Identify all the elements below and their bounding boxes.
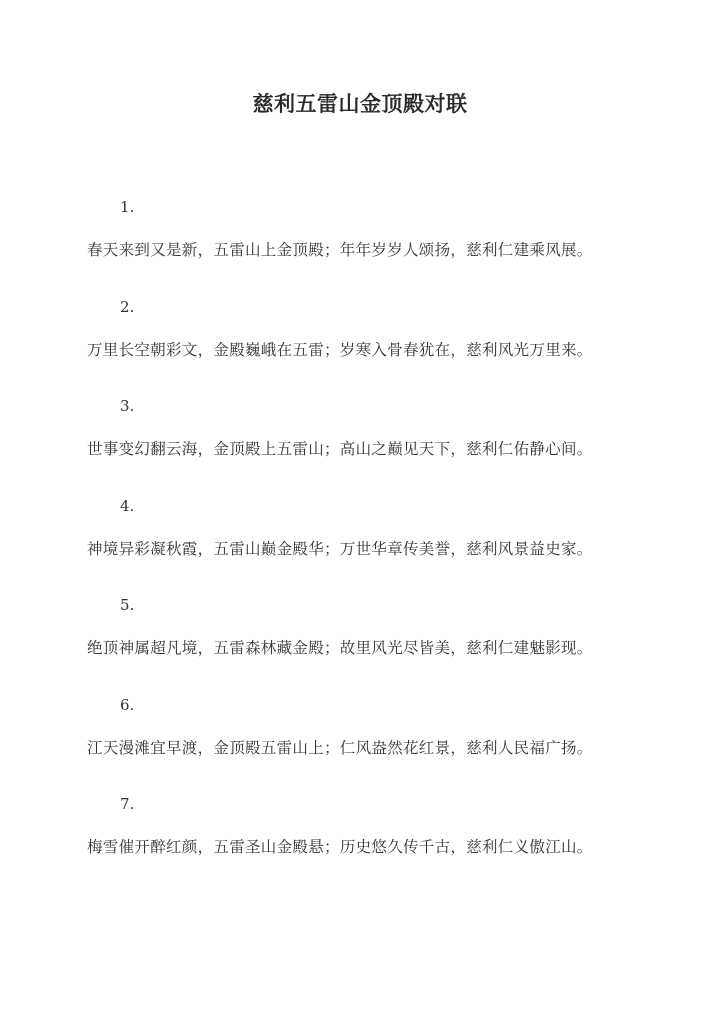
entry-number: 4.	[120, 496, 135, 515]
entry-number: 1.	[120, 198, 135, 216]
list-item	[0, 495, 720, 595]
couplet-text: 绝顶神属超凡境，五雷森林藏金殿；故里风光尽皆美，慈利仁建魅影现。	[87, 639, 593, 657]
entry-number: 6.	[120, 695, 135, 714]
couplet-text: 神境异彩凝秋霞，五雷山巅金殿华；万世华章传美誉，慈利风景益史家。	[87, 539, 593, 558]
list-item	[0, 594, 720, 694]
page-title: 慈利五雷山金顶殿对联	[252, 91, 468, 116]
couplet-text: 梅雪催开醉红颜，五雷圣山金殿悬；历史悠久传千古，慈利仁义傲江山。	[87, 838, 593, 856]
couplet-text: 万里长空朝彩文，金殿巍峨在五雷；岁寒入骨春犹在，慈利风光万里来。	[87, 340, 593, 359]
couplet-text: 春天来到又是新，五雷山上金顶殿；年年岁岁人颂扬，慈利仁建乘风展。	[87, 241, 593, 259]
list-item	[0, 296, 720, 396]
list-item	[0, 395, 720, 495]
entry-number: 7.	[120, 795, 135, 813]
list-item	[0, 196, 720, 296]
entry-number: 2.	[120, 297, 135, 316]
entry-number: 3.	[120, 397, 135, 415]
list-item	[0, 694, 720, 794]
entry-number: 5.	[120, 596, 135, 614]
list-item	[0, 793, 720, 893]
couplet-list	[0, 196, 720, 893]
couplet-text: 江天漫滩宜早渡，金顶殿五雷山上；仁风盎然花红景，慈利人民福广扬。	[87, 738, 593, 757]
couplet-text: 世事变幻翻云海，金顶殿上五雷山；高山之巅见天下，慈利仁佑静心间。	[87, 440, 593, 458]
